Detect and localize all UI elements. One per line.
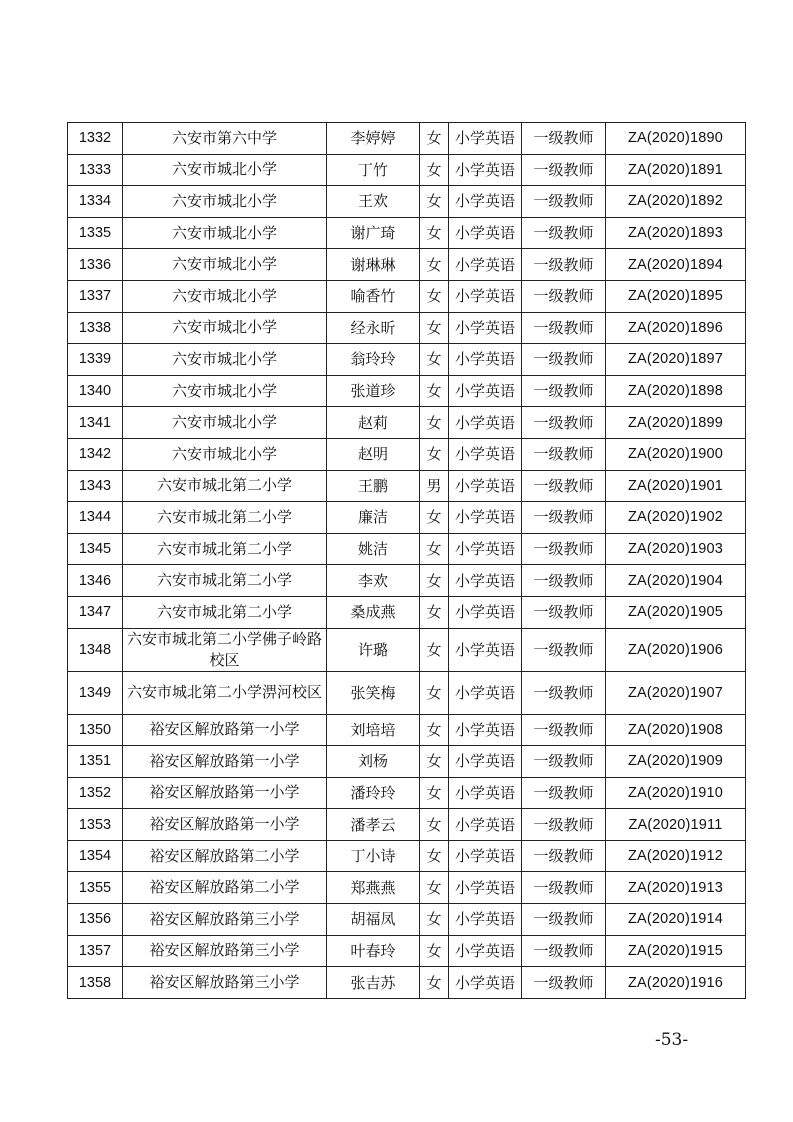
subject-cell: 小学英语 xyxy=(449,154,522,186)
gender-cell: 女 xyxy=(420,596,449,628)
certificate-number-cell: ZA(2020)1900 xyxy=(606,438,746,470)
subject-cell: 小学英语 xyxy=(449,714,522,746)
serial-number-cell: 1340 xyxy=(68,375,123,407)
serial-number-cell: 1339 xyxy=(68,344,123,376)
certificate-number-cell: ZA(2020)1892 xyxy=(606,186,746,218)
table-body xyxy=(68,123,746,999)
certificate-number-cell: ZA(2020)1902 xyxy=(606,502,746,534)
subject-cell: 小学英语 xyxy=(449,935,522,967)
certificate-number-cell: ZA(2020)1912 xyxy=(606,840,746,872)
table-row xyxy=(68,344,746,376)
gender-cell: 女 xyxy=(420,312,449,344)
teacher-name-cell: 张道珍 xyxy=(327,375,420,407)
table-row xyxy=(68,809,746,841)
table-row xyxy=(68,565,746,597)
professional-title-cell: 一级教师 xyxy=(522,904,606,936)
certificate-number-cell: ZA(2020)1894 xyxy=(606,249,746,281)
certificate-number-cell: ZA(2020)1910 xyxy=(606,777,746,809)
school-cell: 裕安区解放路第二小学 xyxy=(123,840,327,872)
professional-title-cell: 一级教师 xyxy=(522,217,606,249)
gender-cell: 女 xyxy=(420,438,449,470)
table-row xyxy=(68,714,746,746)
teacher-name-cell: 胡福凤 xyxy=(327,904,420,936)
subject-cell: 小学英语 xyxy=(449,375,522,407)
serial-number-cell: 1346 xyxy=(68,565,123,597)
table-row xyxy=(68,671,746,714)
table-row xyxy=(68,217,746,249)
teacher-name-cell: 谢琳琳 xyxy=(327,249,420,281)
school-cell: 六安市城北第二小学 xyxy=(123,533,327,565)
school-cell: 六安市第六中学 xyxy=(123,123,327,155)
table-row xyxy=(68,935,746,967)
subject-cell: 小学英语 xyxy=(449,123,522,155)
teacher-name-cell: 刘培培 xyxy=(327,714,420,746)
certificate-number-cell: ZA(2020)1895 xyxy=(606,280,746,312)
gender-cell: 女 xyxy=(420,154,449,186)
professional-title-cell: 一级教师 xyxy=(522,312,606,344)
certificate-number-cell: ZA(2020)1899 xyxy=(606,407,746,439)
teacher-roster-table xyxy=(67,122,746,999)
page-number: -53- xyxy=(655,1030,689,1050)
certificate-number-cell: ZA(2020)1909 xyxy=(606,746,746,778)
serial-number-cell: 1355 xyxy=(68,872,123,904)
teacher-name-cell: 谢广琦 xyxy=(327,217,420,249)
subject-cell: 小学英语 xyxy=(449,596,522,628)
school-cell: 六安市城北第二小学淠河校区 xyxy=(123,671,327,714)
subject-cell: 小学英语 xyxy=(449,407,522,439)
serial-number-cell: 1356 xyxy=(68,904,123,936)
school-cell: 六安市城北小学 xyxy=(123,407,327,439)
gender-cell: 女 xyxy=(420,217,449,249)
school-cell: 六安市城北第二小学 xyxy=(123,470,327,502)
gender-cell: 女 xyxy=(420,375,449,407)
serial-number-cell: 1332 xyxy=(68,123,123,155)
certificate-number-cell: ZA(2020)1916 xyxy=(606,967,746,999)
professional-title-cell: 一级教师 xyxy=(522,671,606,714)
professional-title-cell: 一级教师 xyxy=(522,596,606,628)
gender-cell: 女 xyxy=(420,280,449,312)
teacher-name-cell: 刘杨 xyxy=(327,746,420,778)
certificate-number-cell: ZA(2020)1906 xyxy=(606,628,746,671)
gender-cell: 女 xyxy=(420,123,449,155)
gender-cell: 女 xyxy=(420,809,449,841)
professional-title-cell: 一级教师 xyxy=(522,280,606,312)
gender-cell: 女 xyxy=(420,344,449,376)
subject-cell: 小学英语 xyxy=(449,967,522,999)
teacher-name-cell: 郑燕燕 xyxy=(327,872,420,904)
table-row xyxy=(68,154,746,186)
table-row xyxy=(68,872,746,904)
gender-cell: 女 xyxy=(420,249,449,281)
gender-cell: 女 xyxy=(420,565,449,597)
gender-cell: 女 xyxy=(420,407,449,439)
certificate-number-cell: ZA(2020)1915 xyxy=(606,935,746,967)
serial-number-cell: 1342 xyxy=(68,438,123,470)
table-row xyxy=(68,407,746,439)
subject-cell: 小学英语 xyxy=(449,904,522,936)
gender-cell: 女 xyxy=(420,671,449,714)
serial-number-cell: 1337 xyxy=(68,280,123,312)
school-cell: 裕安区解放路第一小学 xyxy=(123,746,327,778)
certificate-number-cell: ZA(2020)1901 xyxy=(606,470,746,502)
gender-cell: 女 xyxy=(420,502,449,534)
serial-number-cell: 1343 xyxy=(68,470,123,502)
table-row xyxy=(68,904,746,936)
school-cell: 裕安区解放路第三小学 xyxy=(123,904,327,936)
school-cell: 裕安区解放路第三小学 xyxy=(123,935,327,967)
subject-cell: 小学英语 xyxy=(449,249,522,281)
certificate-number-cell: ZA(2020)1904 xyxy=(606,565,746,597)
subject-cell: 小学英语 xyxy=(449,186,522,218)
serial-number-cell: 1358 xyxy=(68,967,123,999)
gender-cell: 女 xyxy=(420,935,449,967)
professional-title-cell: 一级教师 xyxy=(522,746,606,778)
professional-title-cell: 一级教师 xyxy=(522,123,606,155)
certificate-number-cell: ZA(2020)1890 xyxy=(606,123,746,155)
subject-cell: 小学英语 xyxy=(449,533,522,565)
professional-title-cell: 一级教师 xyxy=(522,438,606,470)
teacher-name-cell: 经永昕 xyxy=(327,312,420,344)
gender-cell: 女 xyxy=(420,840,449,872)
school-cell: 六安市城北小学 xyxy=(123,344,327,376)
school-cell: 六安市城北小学 xyxy=(123,375,327,407)
school-cell: 六安市城北小学 xyxy=(123,249,327,281)
gender-cell: 女 xyxy=(420,628,449,671)
school-cell: 六安市城北小学 xyxy=(123,312,327,344)
serial-number-cell: 1335 xyxy=(68,217,123,249)
professional-title-cell: 一级教师 xyxy=(522,809,606,841)
certificate-number-cell: ZA(2020)1913 xyxy=(606,872,746,904)
table-row xyxy=(68,746,746,778)
table-row xyxy=(68,375,746,407)
gender-cell: 女 xyxy=(420,533,449,565)
serial-number-cell: 1354 xyxy=(68,840,123,872)
professional-title-cell: 一级教师 xyxy=(522,407,606,439)
gender-cell: 女 xyxy=(420,186,449,218)
certificate-number-cell: ZA(2020)1911 xyxy=(606,809,746,841)
school-cell: 六安市城北第二小学 xyxy=(123,596,327,628)
gender-cell: 女 xyxy=(420,777,449,809)
gender-cell: 女 xyxy=(420,904,449,936)
certificate-number-cell: ZA(2020)1893 xyxy=(606,217,746,249)
professional-title-cell: 一级教师 xyxy=(522,154,606,186)
certificate-number-cell: ZA(2020)1914 xyxy=(606,904,746,936)
certificate-number-cell: ZA(2020)1898 xyxy=(606,375,746,407)
school-cell: 裕安区解放路第二小学 xyxy=(123,872,327,904)
table-row xyxy=(68,186,746,218)
professional-title-cell: 一级教师 xyxy=(522,344,606,376)
serial-number-cell: 1349 xyxy=(68,671,123,714)
subject-cell: 小学英语 xyxy=(449,809,522,841)
teacher-name-cell: 李婷婷 xyxy=(327,123,420,155)
teacher-name-cell: 丁小诗 xyxy=(327,840,420,872)
table-row xyxy=(68,596,746,628)
table-row xyxy=(68,777,746,809)
school-cell: 裕安区解放路第一小学 xyxy=(123,714,327,746)
school-cell: 六安市城北第二小学 xyxy=(123,502,327,534)
gender-cell: 男 xyxy=(420,470,449,502)
subject-cell: 小学英语 xyxy=(449,777,522,809)
teacher-name-cell: 张笑梅 xyxy=(327,671,420,714)
table-row xyxy=(68,312,746,344)
table-row xyxy=(68,502,746,534)
table-row xyxy=(68,123,746,155)
professional-title-cell: 一级教师 xyxy=(522,840,606,872)
serial-number-cell: 1333 xyxy=(68,154,123,186)
table-row xyxy=(68,280,746,312)
subject-cell: 小学英语 xyxy=(449,671,522,714)
serial-number-cell: 1345 xyxy=(68,533,123,565)
certificate-number-cell: ZA(2020)1905 xyxy=(606,596,746,628)
professional-title-cell: 一级教师 xyxy=(522,533,606,565)
school-cell: 六安市城北小学 xyxy=(123,154,327,186)
school-cell: 六安市城北小学 xyxy=(123,280,327,312)
certificate-number-cell: ZA(2020)1903 xyxy=(606,533,746,565)
serial-number-cell: 1352 xyxy=(68,777,123,809)
subject-cell: 小学英语 xyxy=(449,840,522,872)
teacher-name-cell: 翁玲玲 xyxy=(327,344,420,376)
subject-cell: 小学英语 xyxy=(449,502,522,534)
school-cell: 六安市城北小学 xyxy=(123,217,327,249)
professional-title-cell: 一级教师 xyxy=(522,186,606,218)
certificate-number-cell: ZA(2020)1897 xyxy=(606,344,746,376)
serial-number-cell: 1336 xyxy=(68,249,123,281)
professional-title-cell: 一级教师 xyxy=(522,628,606,671)
subject-cell: 小学英语 xyxy=(449,746,522,778)
table-row xyxy=(68,249,746,281)
teacher-name-cell: 潘玲玲 xyxy=(327,777,420,809)
professional-title-cell: 一级教师 xyxy=(522,249,606,281)
serial-number-cell: 1357 xyxy=(68,935,123,967)
teacher-name-cell: 姚洁 xyxy=(327,533,420,565)
professional-title-cell: 一级教师 xyxy=(522,565,606,597)
serial-number-cell: 1350 xyxy=(68,714,123,746)
subject-cell: 小学英语 xyxy=(449,872,522,904)
professional-title-cell: 一级教师 xyxy=(522,872,606,904)
teacher-name-cell: 许璐 xyxy=(327,628,420,671)
professional-title-cell: 一级教师 xyxy=(522,935,606,967)
subject-cell: 小学英语 xyxy=(449,438,522,470)
teacher-name-cell: 廉洁 xyxy=(327,502,420,534)
school-cell: 六安市城北第二小学 xyxy=(123,565,327,597)
serial-number-cell: 1341 xyxy=(68,407,123,439)
teacher-name-cell: 李欢 xyxy=(327,565,420,597)
certificate-number-cell: ZA(2020)1891 xyxy=(606,154,746,186)
serial-number-cell: 1348 xyxy=(68,628,123,671)
teacher-name-cell: 张吉苏 xyxy=(327,967,420,999)
serial-number-cell: 1338 xyxy=(68,312,123,344)
subject-cell: 小学英语 xyxy=(449,217,522,249)
certificate-number-cell: ZA(2020)1907 xyxy=(606,671,746,714)
subject-cell: 小学英语 xyxy=(449,628,522,671)
table-row xyxy=(68,438,746,470)
gender-cell: 女 xyxy=(420,872,449,904)
teacher-name-cell: 桑成燕 xyxy=(327,596,420,628)
subject-cell: 小学英语 xyxy=(449,565,522,597)
serial-number-cell: 1347 xyxy=(68,596,123,628)
teacher-name-cell: 喻香竹 xyxy=(327,280,420,312)
teacher-name-cell: 王鹏 xyxy=(327,470,420,502)
table-row xyxy=(68,840,746,872)
serial-number-cell: 1351 xyxy=(68,746,123,778)
serial-number-cell: 1344 xyxy=(68,502,123,534)
school-cell: 裕安区解放路第一小学 xyxy=(123,777,327,809)
teacher-name-cell: 王欢 xyxy=(327,186,420,218)
gender-cell: 女 xyxy=(420,746,449,778)
serial-number-cell: 1334 xyxy=(68,186,123,218)
table-row xyxy=(68,628,746,671)
school-cell: 六安市城北小学 xyxy=(123,186,327,218)
serial-number-cell: 1353 xyxy=(68,809,123,841)
subject-cell: 小学英语 xyxy=(449,344,522,376)
subject-cell: 小学英语 xyxy=(449,312,522,344)
gender-cell: 女 xyxy=(420,714,449,746)
professional-title-cell: 一级教师 xyxy=(522,375,606,407)
school-cell: 六安市城北小学 xyxy=(123,438,327,470)
teacher-name-cell: 潘孝云 xyxy=(327,809,420,841)
subject-cell: 小学英语 xyxy=(449,470,522,502)
subject-cell: 小学英语 xyxy=(449,280,522,312)
certificate-number-cell: ZA(2020)1908 xyxy=(606,714,746,746)
professional-title-cell: 一级教师 xyxy=(522,967,606,999)
professional-title-cell: 一级教师 xyxy=(522,714,606,746)
table-row xyxy=(68,533,746,565)
table-row xyxy=(68,470,746,502)
teacher-name-cell: 赵明 xyxy=(327,438,420,470)
school-cell: 裕安区解放路第三小学 xyxy=(123,967,327,999)
professional-title-cell: 一级教师 xyxy=(522,777,606,809)
teacher-name-cell: 丁竹 xyxy=(327,154,420,186)
professional-title-cell: 一级教师 xyxy=(522,502,606,534)
school-cell: 六安市城北第二小学佛子岭路校区 xyxy=(123,628,327,671)
certificate-number-cell: ZA(2020)1896 xyxy=(606,312,746,344)
school-cell: 裕安区解放路第一小学 xyxy=(123,809,327,841)
table-row xyxy=(68,967,746,999)
professional-title-cell: 一级教师 xyxy=(522,470,606,502)
teacher-name-cell: 叶春玲 xyxy=(327,935,420,967)
gender-cell: 女 xyxy=(420,967,449,999)
teacher-name-cell: 赵莉 xyxy=(327,407,420,439)
